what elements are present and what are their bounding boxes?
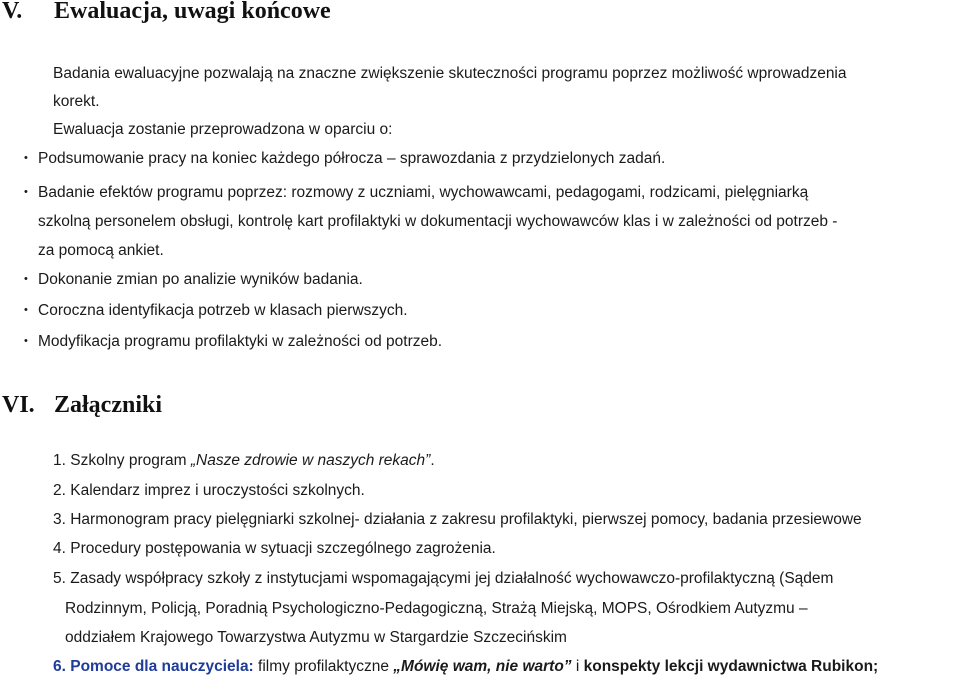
section-vi-heading <box>2 392 162 419</box>
attachment-item-6-text-1: filmy profilaktyczne <box>253 658 394 675</box>
attachment-item-6-text-2: i <box>571 658 584 675</box>
bullet-item-5-text: Modyfikacja programu profilaktyki w zależności od potrzeb. <box>38 333 443 350</box>
section-vi-number: VI. <box>2 392 35 418</box>
attachment-item-3: 3. Harmonogram pracy pielęgniarki szkolnej- działania z zakresu profilaktyki, pierwszej pomocy, badania przesiewowe <box>53 511 862 528</box>
attachment-item-4: 4. Procedury postępowania w sytuacji szczególnego zagrożenia. <box>53 540 496 557</box>
bullet-item-5 <box>24 333 442 351</box>
bullet-item-2-text-line-1: Badanie efektów programu poprzez: rozmowy z uczniami, wychowawcami, pedagogami, rodzicami, pielęgniarką <box>38 184 809 201</box>
bullet-item-3 <box>24 271 363 289</box>
attachment-item-5-line-2: Rodzinnym, Policją, Poradnią Psychologiczno-Pedagogiczną, Strażą Miejską, MOPS, Ośrodkiem Autyzmu – <box>65 600 808 617</box>
bullet-item-1 <box>24 150 665 168</box>
bullet-item-2-text-line-2: szkolną personelem obsługi, kontrolę kart profilaktyki w dokumentacji wychowawców klas i w zależności od potrzeb - <box>38 213 838 230</box>
attachment-item-5-line-1: 5. Zasady współpracy szkoły z instytucjami wspomagającymi jej działalność wychowawczo-profilaktyczną (Sądem <box>53 570 834 587</box>
bullet-icon: • <box>24 152 28 164</box>
attachment-item-1 <box>53 452 435 470</box>
attachment-item-6 <box>53 658 878 676</box>
section-vi-title: Załączniki <box>54 392 163 418</box>
attachment-item-6-bold-text: konspekty lekcji wydawnictwa Rubikon; <box>583 658 879 675</box>
attachment-item-5-line-3: oddziałem Krajowego Towarzystwa Autyzmu w Stargardzie Szczecińskim <box>65 629 567 646</box>
bullet-icon: • <box>24 186 28 198</box>
bullet-item-4-text: Coroczna identyfikacja potrzeb w klasach pierwszych. <box>38 302 408 319</box>
attachment-item-6-film-title: „Mówię wam, nie warto” <box>393 658 572 675</box>
section-v-title: Ewaluacja, uwagi końcowe <box>54 0 331 24</box>
bullet-item-1-text: Podsumowanie pracy na koniec każdego półrocza – sprawozdania z przydzielonych zadań. <box>38 150 666 167</box>
bullet-item-3-text: Dokonanie zmian po analizie wyników badania. <box>38 271 363 288</box>
attachment-item-1-title: „Nasze zdrowie w naszych rekach” <box>190 452 431 469</box>
section-v-number: V. <box>2 0 23 24</box>
bullet-icon: • <box>24 273 28 285</box>
bullet-icon: • <box>24 304 28 316</box>
attachment-item-6-label: 6. Pomoce dla nauczyciela: <box>53 658 254 675</box>
attachment-item-1-number: 1. <box>53 452 66 469</box>
bullet-icon: • <box>24 335 28 347</box>
intro-text-line-2: korekt. <box>53 93 100 110</box>
bullet-item-2 <box>24 184 808 202</box>
bullet-item-4 <box>24 302 408 320</box>
intro-text-line-1: Badania ewaluacyjne pozwalają na znaczne zwiększenie skuteczności programu poprzez możliwość wprowadzenia <box>53 65 847 82</box>
attachment-item-2: 2. Kalendarz imprez i uroczystości szkolnych. <box>53 482 365 499</box>
intro-text-line-3: Ewaluacja zostanie przeprowadzona w oparciu o: <box>53 121 393 138</box>
attachment-item-1-end: . <box>430 452 435 469</box>
section-v-heading <box>2 0 331 25</box>
attachment-item-1-text: Szkolny program <box>70 452 191 469</box>
bullet-item-2-text-line-3: za pomocą ankiet. <box>38 242 164 259</box>
